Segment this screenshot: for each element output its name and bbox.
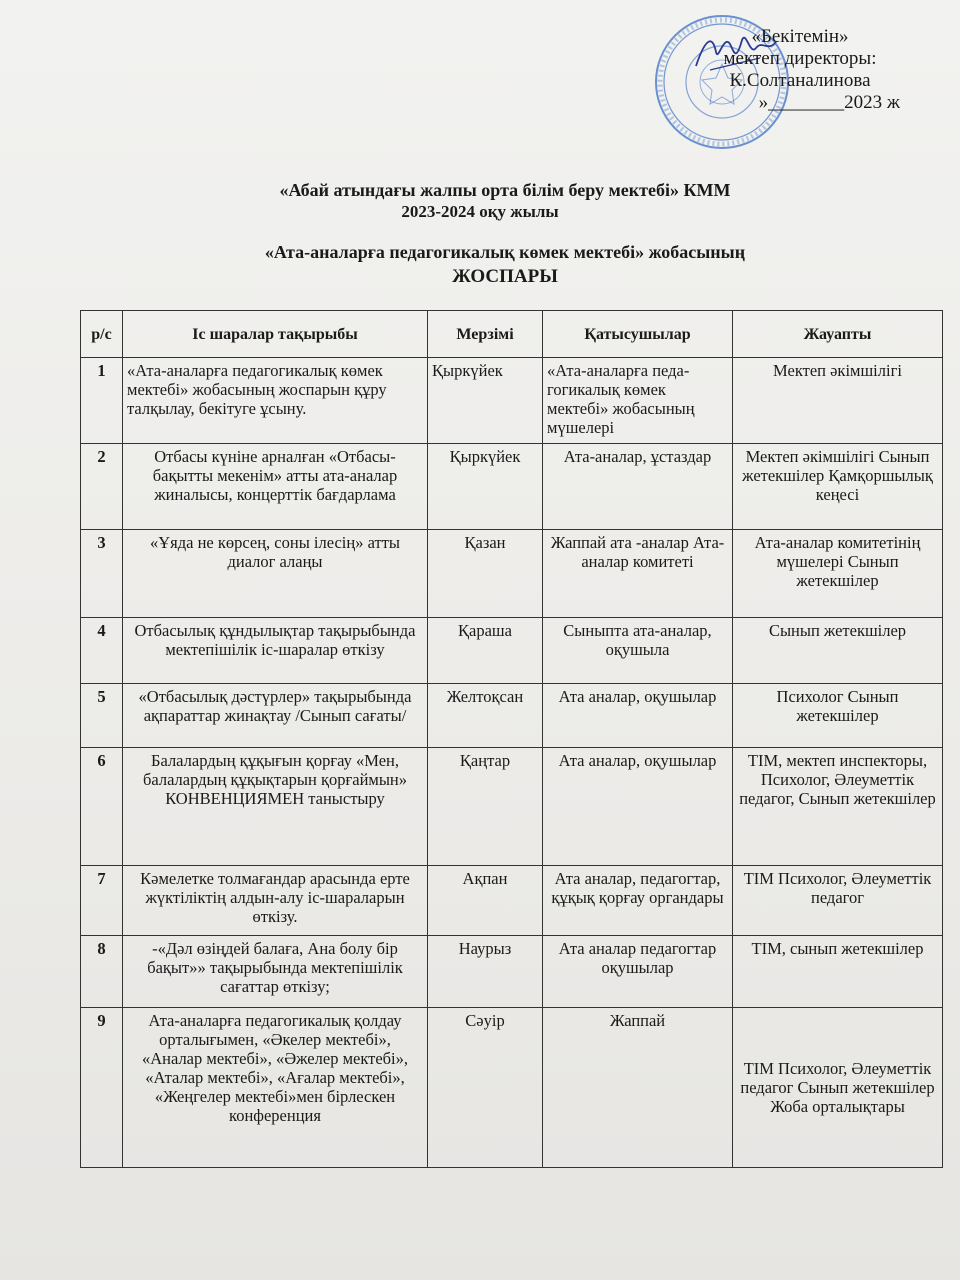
row-participants: Жаппай ата -аналар Ата-аналар комитеті [543,530,733,618]
row-responsible: Психолог Сынып жетекшілер [733,684,943,748]
row-participants: Ата-аналар, ұстаздар [543,444,733,530]
table-row [81,866,943,936]
row-participants: Ата аналар, педагогтар, құқық қорғау органдары [543,866,733,936]
row-title: Ата-аналарға педагогикалық қолдау орталығымен, «Әкелер мектебі», «Аналар мектебі», «Әжелер мектебі», «Аталар мектебі», «Ағалар мектебі», «Жеңгелер мектебі»мен бірлескен конференция [123,1008,428,1168]
row-num: 4 [81,618,123,684]
table-row [81,618,943,684]
approval-block [700,26,900,114]
table-row [81,748,943,866]
row-term: Сәуір [428,1008,543,1168]
row-num: 3 [81,530,123,618]
row-participants: Ата аналар, оқушылар [543,684,733,748]
header-responsible: Жауапты [733,311,943,358]
table-row [81,358,943,444]
project-name: «Ата-аналарға педагогикалық көмек мектебі» жобасының [264,242,746,262]
row-title: Отбасы күніне арналған «Отбасы-бақытты мекенім» атты ата-аналар жиналысы, концерттік бағдарлама [123,444,428,530]
row-term: Наурыз [428,936,543,1008]
row-num: 8 [81,936,123,1008]
row-term: Қаңтар [428,748,543,866]
row-responsible: ТІМ Психолог, Әлеуметтік педагог [733,866,943,936]
row-responsible: ТІМ, мектеп инспекторы, Психолог, Әлеуметтік педагог, Сынып жетекшілер [733,748,943,866]
row-term: Қараша [428,618,543,684]
row-responsible: ТІМ Психолог, Әлеуметтік педагог Сынып жетекшілер Жоба орталықтары [733,1008,943,1168]
row-num: 6 [81,748,123,866]
row-participants: Жаппай [543,1008,733,1168]
row-participants: Ата аналар, оқушылар [543,748,733,866]
table-row [81,444,943,530]
table-header-row [81,311,943,358]
row-term: Қазан [428,530,543,618]
header-participants: Қатысушылар [543,311,733,358]
row-title: Отбасылық құндылықтар тақырыбында мектепішілік іс-шаралар өткізу [123,618,428,684]
header-num: р/с [81,311,123,358]
row-participants: «Ата-аналарға педа-гогикалық көмек мектебі» жобасының мүшелері [543,358,733,444]
row-num: 1 [81,358,123,444]
row-term: Желтоқсан [428,684,543,748]
row-responsible: Ата-аналар комитетінің мүшелері Сынып жетекшілер [733,530,943,618]
header-title: Іс шаралар тақырыбы [123,311,428,358]
row-term: Ақпан [428,866,543,936]
plan-table [80,310,943,1168]
approval-line-1: «Бекітемін» [751,26,849,47]
row-responsible: Мектеп әкімшілігі Сынып жетекшілер Қамқоршылық кеңесі [733,444,943,530]
row-title: -«Дәл өзіңдей балаға, Ана болу бір бақыт»» тақырыбында мектепішілік сағаттар өткізу; [123,936,428,1008]
row-responsible: ТІМ, сынып жетекшілер [733,936,943,1008]
row-title: «Отбасылық дәстүрлер» тақырыбында ақпараттар жинақтау /Сынып сағаты/ [123,684,428,748]
row-num: 5 [81,684,123,748]
table-row [81,1008,943,1168]
row-num: 2 [81,444,123,530]
table-row [81,530,943,618]
header-term: Мерзімі [428,311,543,358]
approval-date: »________2023 ж [758,92,900,113]
row-term: Қыркүйек [428,358,543,444]
approval-line-3: К.Солтаналинова [729,70,871,91]
row-responsible: Мектеп әкімшілігі [733,358,943,444]
school-name: «Абай атындағы жалпы орта білім беру мектебі» КММ [279,180,731,200]
row-term: Қыркүйек [428,444,543,530]
row-title: Балалардың құқығын қорғау «Мен, балалардың құқықтарын қорғаймын» КОНВЕНЦИЯМЕН таныстыру [123,748,428,866]
row-responsible: Сынып жетекшілер [733,618,943,684]
row-participants: Ата аналар педагогтар оқушылар [543,936,733,1008]
academic-year: 2023-2024 оқу жылы [401,202,559,221]
approval-line-2: мектеп директоры: [723,48,877,69]
row-num: 7 [81,866,123,936]
row-title: Кәмелетке толмағандар арасында ерте жүктіліктің алдын-алу іс-шараларын өткізу. [123,866,428,936]
table-row [81,936,943,1008]
table-row [81,684,943,748]
row-participants: Сыныпта ата-аналар, оқушыла [543,618,733,684]
document-title: ЖОСПАРЫ [452,266,558,287]
row-title: «Ата-аналарға педагогикалық көмек мектебі» жобасының жоспарын құру талқылау, бекітуге ұсыну. [123,358,428,444]
row-title: «Ұяда не көрсең, соны ілесің» атты диалог алаңы [123,530,428,618]
row-num: 9 [81,1008,123,1168]
